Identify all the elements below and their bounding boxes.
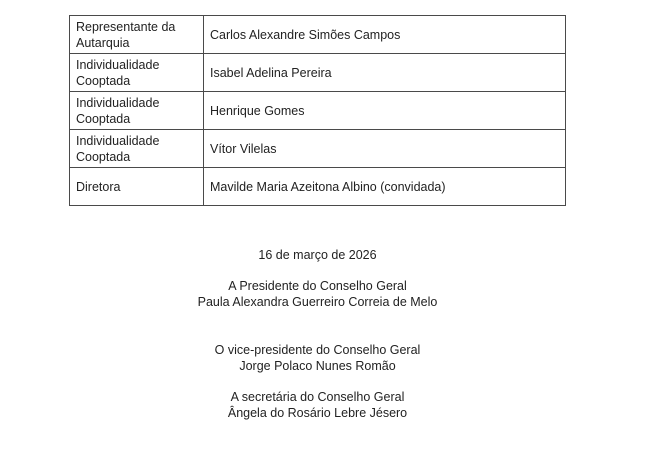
document-date: 16 de março de 2026 <box>258 248 377 262</box>
president-title: A Presidente do Conselho Geral <box>228 279 407 293</box>
member-role: Individualidade Cooptada <box>70 92 204 130</box>
member-name: Isabel Adelina Pereira <box>204 54 566 92</box>
table-row <box>70 16 566 54</box>
member-name: Henrique Gomes <box>204 92 566 130</box>
signature-block <box>69 247 566 421</box>
table-row <box>70 168 566 206</box>
member-role: Representante da Autarquia <box>70 16 204 54</box>
member-role: Individualidade Cooptada <box>70 130 204 168</box>
member-name: Carlos Alexandre Simões Campos <box>204 16 566 54</box>
member-name: Vítor Vilelas <box>204 130 566 168</box>
table-row <box>70 130 566 168</box>
table-row <box>70 92 566 130</box>
secretary-name: Ângela do Rosário Lebre Jésero <box>227 406 408 420</box>
members-table <box>69 15 566 206</box>
member-role: Individualidade Cooptada <box>70 54 204 92</box>
president-name: Paula Alexandra Guerreiro Correia de Melo <box>197 295 438 309</box>
vice-president-name: Jorge Polaco Nunes Romão <box>239 359 396 373</box>
member-name: Mavilde Maria Azeitona Albino (convidada) <box>204 168 566 206</box>
vice-president-title: O vice-presidente do Conselho Geral <box>214 343 421 357</box>
table-row <box>70 54 566 92</box>
member-role: Diretora <box>70 168 204 206</box>
secretary-title: A secretária do Conselho Geral <box>230 390 405 404</box>
